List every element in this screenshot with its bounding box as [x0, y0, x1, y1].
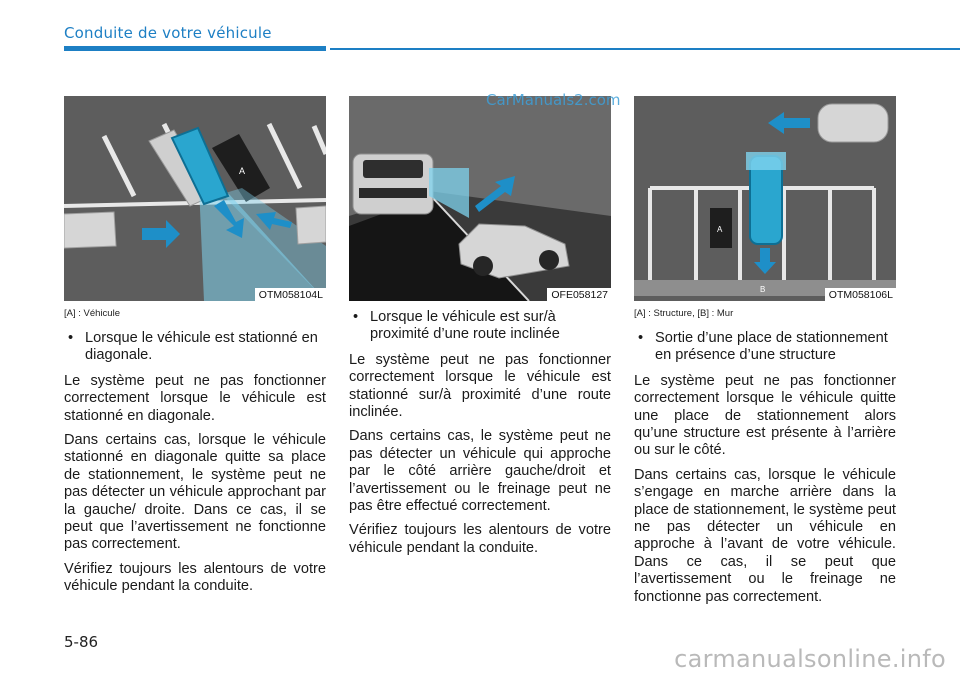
bullet-text: Lorsque le véhicule est stationné en diagonale.	[85, 330, 318, 364]
figure-code: OFE058127	[547, 288, 611, 301]
figure-structure-parking	[634, 96, 896, 301]
paragraph: Vérifiez toujours les alentours de votre véhicule pendant la conduite.	[349, 522, 611, 556]
column-structure-parking	[634, 96, 896, 613]
structure-parking-illustration	[634, 96, 896, 301]
column-inclined-road	[349, 96, 611, 564]
paragraph: Vérifiez toujours les alentours de votre véhicule pendant la conduite.	[64, 560, 326, 595]
paragraph: Le système peut ne pas fonctionner correctement lorsque le véhicule quitte une place de stationnement alors qu’une structure est présente à l’arrière ou sur le côté.	[634, 372, 896, 459]
header-rule-thick	[64, 46, 326, 51]
paragraph: Le système peut ne pas fonctionner correctement lorsque le véhicule est stationné en diagonale.	[64, 372, 326, 424]
bullet-item	[634, 330, 896, 365]
paragraph: Dans certains cas, lorsque le véhicule s’engage en marche arrière dans la place de stationnement, le système peut ne pas détecter un véhicule en approche à l’avant de votre véhicule. Dans ce cas, il se peut que l’avertissement ou le freinage ne fonctionne pas correctement.	[634, 466, 896, 605]
header-rule-thin	[330, 48, 960, 50]
paragraph: Le système peut ne pas fonctionner correctement lorsque le véhicule est stationné sur/à proximité d’une route inclinée.	[349, 351, 611, 421]
bullet-dot: •	[68, 330, 74, 346]
footer-watermark: carmanualsonline.info	[674, 645, 946, 673]
paragraph: Dans certains cas, lorsque le véhicule stationné en diagonale quitte sa place de stationnement, le système peut ne pas détecter un véhicule approchant par la gauche/ droite. Dans ce cas, il se peut que l’avertissement ne fonctionne pas correctement.	[64, 432, 326, 553]
column-diagonal-parking	[64, 96, 326, 603]
paragraph: Dans certains cas, le système peut ne pas détecter un véhicule qui approche par le côté arrière gauche/droit et l’avertissement ou le freinage peut ne pas être effectué correctement.	[349, 428, 611, 515]
figure-label-a: A	[717, 225, 723, 234]
bullet-dot: •	[353, 309, 359, 325]
diagonal-parking-illustration	[64, 96, 326, 301]
section-title: Conduite de votre véhicule	[64, 24, 272, 42]
figure-diagonal-parking	[64, 96, 326, 301]
page-number: 5-86	[64, 633, 99, 651]
bullet-text: Lorsque le véhicule est sur/à proximité d’une route inclinée	[370, 309, 560, 343]
figure-code: OTM058104L	[255, 288, 326, 301]
inclined-road-illustration	[349, 96, 611, 301]
watermark-carmanuals: CarManuals2.com	[486, 91, 621, 109]
figure-label-b: B	[760, 285, 766, 294]
bullet-item	[349, 309, 611, 344]
figure-inclined-road	[349, 96, 611, 301]
figure-caption: [A] : Véhicule	[64, 308, 120, 319]
bullet-item	[64, 330, 326, 365]
bullet-text: Sortie d’une place de stationnement en présence d’une structure	[655, 330, 888, 364]
bullet-dot: •	[638, 330, 644, 346]
figure-code: OTM058106L	[825, 288, 896, 301]
figure-caption: [A] : Structure, [B] : Mur	[634, 308, 734, 319]
figure-label-a: A	[239, 166, 246, 176]
